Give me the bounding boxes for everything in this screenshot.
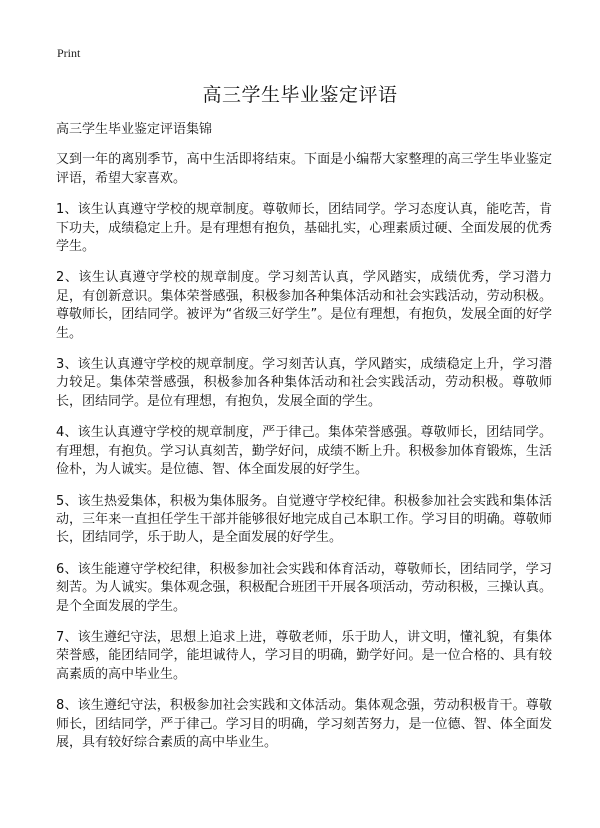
document-subtitle: 高三学生毕业鉴定评语集锦 bbox=[56, 122, 213, 137]
document-body bbox=[56, 121, 552, 765]
comment-item-5: 5、该生热爱集体，积极为集体服务。自觉遵守学校纪律。积极参加社会实践和集体活动，三年来一直担任学生干部并能够很好地完成自己本职工作。学习目的明确。尊敬师长，团结同学，乐于助人，是全面发展的好学生。 bbox=[56, 493, 552, 546]
comment-item-6: 6、该生能遵守学校纪律，积极参加社会实践和体育活动，尊敬师长，团结同学，学习刻苦。为人诚实。集体观念强，积极配合班团干开展各项活动，劳动积极，三操认真。是个全面发展的学生。 bbox=[56, 561, 552, 614]
comment-item-4: 4、该生认真遵守学校的规章制度，严于律己。集体荣誉感强。尊敬师长，团结同学。有理想，有抱负。学习认真刻苦，勤学好问，成绩不断上升。积极参加体育锻炼，生活俭朴，为人诚实。是位德、智、体全面发展的好学生。 bbox=[56, 425, 552, 478]
comment-item-8: 8、该生遵纪守法，积极参加社会实践和文体活动。集体观念强，劳动积极肯干。尊敬师长，团结同学，严于律己。学习目的明确，学习刻苦努力，是一位德、智、体全面发展，具有较好综合素质的高中毕业生。 bbox=[56, 698, 552, 750]
comment-item-7: 7、该生遵纪守法，思想上追求上进，尊敬老师，乐于助人，讲文明，懂礼貌，有集体荣誉感，能团结同学，能坦诚待人，学习目的明确，勤学好问。是一位合格的、具有较高素质的高中毕业生。 bbox=[56, 629, 552, 682]
comment-item-2: 2、该生认真遵守学校的规章制度。学习刻苦认真，学风踏实，成绩优秀，学习潜力足，有创新意识。集体荣誉感强，积极参加各种集体活动和社会实践活动，劳动积极。尊敬师长，团结同学。被评为“省级三好学生”。是位有理想，有抱负，发展全面的好学生。 bbox=[56, 270, 552, 341]
print-label: Print bbox=[57, 46, 81, 60]
comment-item-1: 1、该生认真遵守学校的规章制度。尊敬师长，团结同学。学习态度认真，能吃苦，肯下功夫，成绩稳定上升。是有理想有抱负，基础扎实，心理素质过硬、全面发展的优秀学生。 bbox=[56, 202, 552, 255]
intro-paragraph: 又到一年的离别季节，高中生活即将结束。下面是小编帮大家整理的高三学生毕业鉴定评语，希望大家喜欢。 bbox=[56, 152, 552, 186]
comment-item-3: 3、该生认真遵守学校的规章制度。学习刻苦认真，学风踏实，成绩稳定上升，学习潜力较足。集体荣誉感强，积极参加各种集体活动和社会实践活动，劳动积极。尊敬师长，团结同学。是位有理想，有抱负，发展全面的学生。 bbox=[56, 357, 552, 409]
page-title: 高三学生毕业鉴定评语 bbox=[202, 84, 398, 106]
